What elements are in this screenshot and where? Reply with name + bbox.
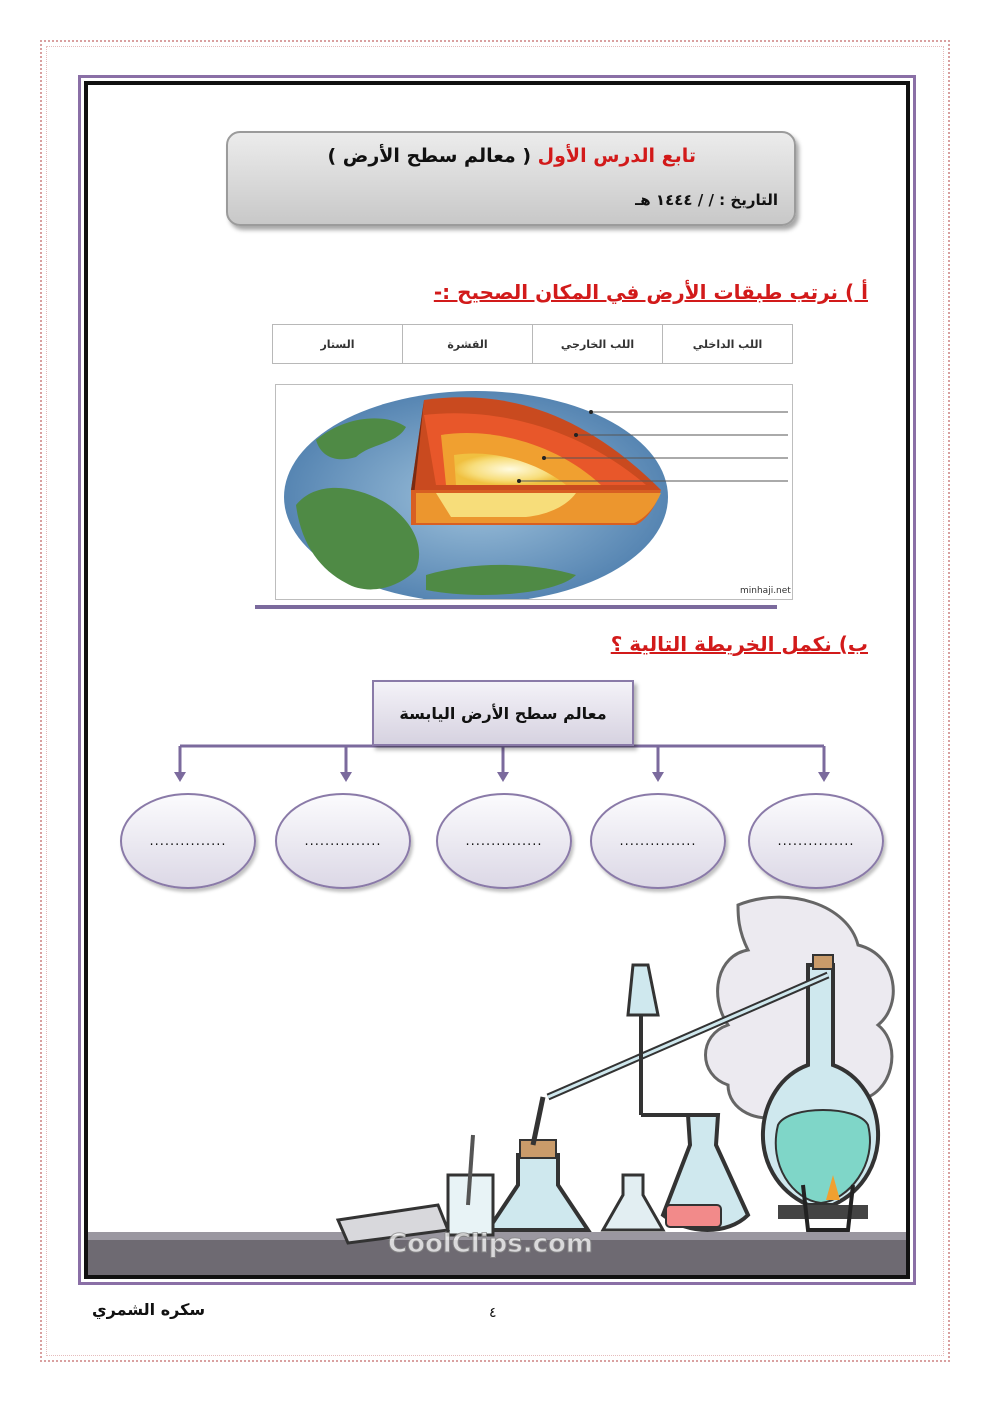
- concept-blank-1[interactable]: ...............: [120, 793, 256, 889]
- lab-equipment-clipart: [88, 885, 906, 1275]
- conical-flask-left: [488, 1155, 588, 1230]
- lesson-title-prefix: تابع الدرس الأول: [537, 145, 696, 167]
- layer-word-outer-core: اللب الخارجي: [533, 325, 663, 364]
- concept-blank-4[interactable]: ...............: [590, 793, 726, 889]
- concept-blank-5[interactable]: ...............: [748, 793, 884, 889]
- small-flask: [603, 1175, 663, 1230]
- dropper-funnel: [628, 965, 658, 1015]
- section-a-heading: أ ) نرتب طبقات الأرض في المكان الصحيح :-: [433, 280, 868, 304]
- lesson-title-topic: ( معالم سطح الأرض ): [327, 145, 532, 167]
- pink-liquid: [666, 1205, 721, 1227]
- layer-word-crust: القشرة: [403, 325, 533, 364]
- concept-blank-3[interactable]: ...............: [436, 793, 572, 889]
- date-line: التاريخ : / / ١٤٤٤ هـ: [635, 191, 778, 209]
- section-b-heading: ب) نكمل الخريطة التالية ؟: [610, 632, 868, 656]
- clipart-watermark: CoolClips.com: [388, 1229, 593, 1259]
- flask-cork: [813, 955, 833, 969]
- concept-blank-2[interactable]: ...............: [275, 793, 411, 889]
- page-number: ٤: [489, 1305, 497, 1321]
- image-credit: minhaji.net: [740, 586, 791, 596]
- concept-map-root: معالم سطح الأرض اليابسة: [372, 680, 634, 746]
- layer-word-inner-core: اللب الداخلي: [663, 325, 793, 364]
- author-name: سكره الشمري: [92, 1300, 206, 1319]
- layer-word-mantle: الستار: [273, 325, 403, 364]
